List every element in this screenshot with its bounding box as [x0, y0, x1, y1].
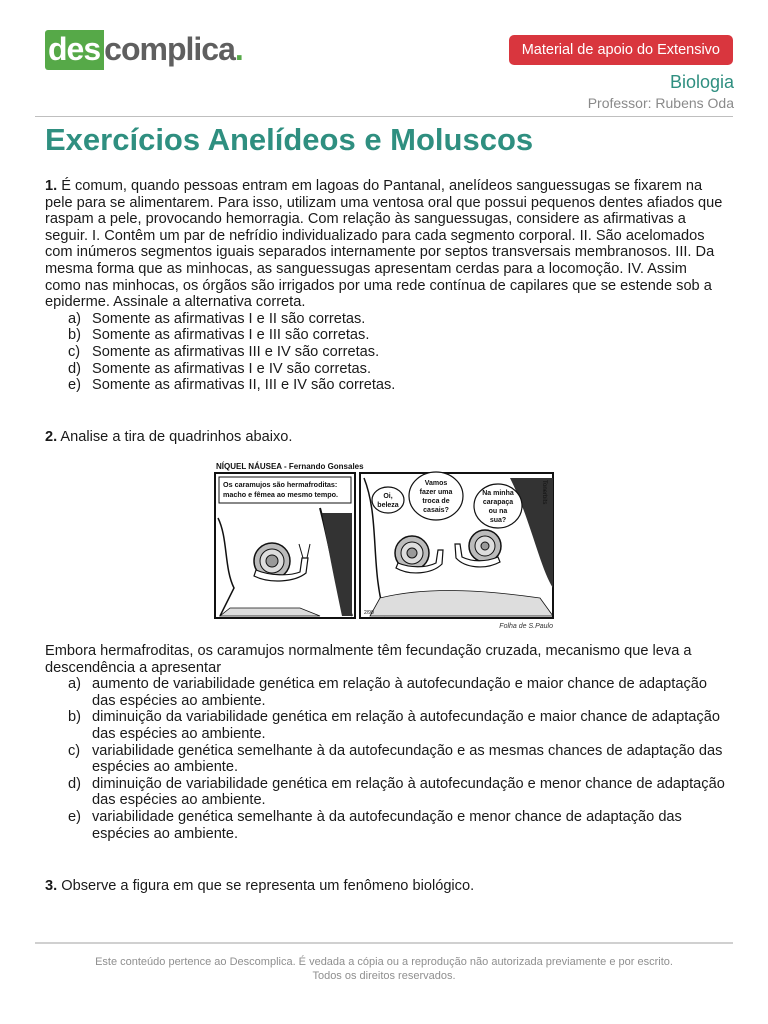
comic-caption-line-2: macho e fêmea ao mesmo tempo. — [223, 490, 339, 499]
option-b[interactable] — [68, 709, 725, 742]
question-2-options — [68, 676, 725, 842]
option-text: Somente as afirmativas II, III e IV são corretas. — [92, 377, 396, 394]
speech-bubble-vamos-line-1: Vamos — [424, 480, 448, 487]
footer — [0, 955, 768, 983]
question-3 — [45, 878, 725, 895]
speech-bubble-na-line-1: Na minha — [482, 490, 514, 497]
question-2-text — [45, 429, 725, 446]
option-text: aumento de variabilidade genética em relação à autofecundação e maior chance de adaptação das espécies ao ambiente. — [92, 676, 707, 709]
question-number: 1. — [45, 178, 58, 194]
page-title: Exercícios Anelídeos e Moluscos — [45, 122, 534, 157]
option-letter: b) — [68, 327, 81, 344]
speech-bubble-oi-line-2: beleza — [377, 502, 399, 509]
speech-bubble-oi-line-1: Oi, — [383, 493, 393, 500]
question-statement: É comum, quando pessoas entram em lagoas do Pantanal, anelídeos sanguessugas se fixarem na pele para se alimentarem. Para isso, utilizam uma ventosa oral que possui pequenos dentes afiados que raspam a pele, provocando hemorragia. Com relação às sanguessugas, considere as afirmativas a seguir. I. Contêm um par de nefrídio individualizado para cada segmento corporal. II. São acelomados com inúmeros segmentos iguais separados internamente por septos transversais membranosos. III. Da mesma forma que as minhocas, as sanguessugas apresentam cerdas para a locomoção. IV. Assim como nas minhocas, os órgãos são irrigados por uma rede contínua de capilares que se estende sob a epiderme. Assinale a alternativa correta. — [45, 178, 723, 311]
option-c[interactable] — [68, 344, 725, 361]
footer-copyright-line-1: Este conteúdo pertence ao Descomplica. É vedada a cópia ou a reprodução não autorizada previamente e por escrito. — [95, 956, 673, 968]
option-a[interactable] — [68, 676, 725, 709]
option-e[interactable] — [68, 377, 725, 394]
option-letter: a) — [68, 310, 81, 327]
logo-complica: complica — [104, 31, 235, 67]
question-3-text — [45, 878, 725, 895]
comic-strip-title: NÍQUEL NÁUSEA - Fernando Gonsales — [216, 462, 364, 471]
option-letter: c) — [68, 343, 81, 360]
speech-bubble-vamos-line-4: casais? — [423, 507, 449, 514]
option-letter: d) — [68, 360, 81, 377]
option-d[interactable] — [68, 361, 725, 378]
option-text: Somente as afirmativas I e IV são corretas. — [92, 360, 372, 377]
question-number: 2. — [45, 429, 58, 445]
option-b[interactable] — [68, 327, 725, 344]
speech-bubble-vamos-line-3: troca de — [422, 498, 450, 505]
question-statement: Analise a tira de quadrinhos abaixo. — [57, 429, 293, 445]
option-text: variabilidade genética semelhante à da autofecundação e menor chance de adaptação das espécies ao ambiente. — [92, 808, 682, 842]
speech-bubble-oi — [372, 487, 404, 513]
question-1-text — [45, 178, 725, 311]
descomplica-logo[interactable] — [45, 26, 243, 74]
option-text: Somente as afirmativas I e II são corretas. — [92, 310, 366, 327]
logo-des: des — [45, 30, 104, 70]
comic-code: 2/90 — [364, 610, 374, 616]
question-2 — [45, 429, 725, 446]
option-a[interactable] — [68, 311, 725, 328]
comic-side-credit: Tonerbits — [541, 480, 547, 505]
speech-bubble-na-line-3: ou na — [488, 508, 508, 515]
option-text: diminuição de variabilidade genética em relação à autofecundação e menor chance de adaptação das espécies ao ambiente. — [92, 775, 725, 809]
footer-divider — [35, 942, 733, 944]
header-divider — [35, 116, 733, 117]
extensivo-badge: Material de apoio do Extensivo — [509, 35, 733, 65]
option-d[interactable] — [68, 776, 725, 809]
question-1 — [45, 178, 725, 394]
option-letter: a) — [68, 676, 81, 693]
question-2-continued — [45, 643, 725, 842]
option-letter: c) — [68, 742, 81, 759]
speech-bubble-na-line-4: sua? — [489, 517, 507, 524]
option-letter: d) — [68, 775, 81, 792]
question-number: 3. — [45, 878, 58, 894]
option-text: Somente as afirmativas III e IV são corretas. — [92, 343, 380, 360]
speech-bubble-na-line-2: carapaça — [482, 499, 514, 506]
option-letter: e) — [68, 808, 81, 825]
option-letter: b) — [68, 709, 81, 726]
option-text: diminuição da variabilidade genética em relação à autofecundação e maior chance de adaptação das espécies ao ambiente. — [92, 709, 720, 742]
option-e[interactable] — [68, 809, 725, 842]
comic-source: Folha de S.Paulo — [499, 623, 553, 630]
question-statement: Observe a figura em que se representa um fenômeno biológico. — [57, 878, 475, 894]
footer-copyright-line-2: Todos os direitos reservados. — [312, 970, 456, 982]
comic-caption-line-1: Os caramujos são hermafroditas: — [223, 480, 338, 489]
option-text: variabilidade genética semelhante à da autofecundação e as mesmas chances de adaptação das espécies ao ambiente. — [92, 742, 723, 776]
question-1-options — [68, 311, 725, 394]
option-text: Somente as afirmativas I e III são corretas. — [92, 327, 370, 344]
option-c[interactable] — [68, 743, 725, 776]
speech-bubble-vamos-line-2: fazer uma — [419, 489, 453, 496]
subject-label: Biologia — [669, 72, 734, 92]
question-2-text-2: Embora hermafroditas, os caramujos normalmente têm fecundação cruzada, mecanismo que leva a descendência a apresentar — [45, 643, 692, 676]
comic-strip — [210, 458, 558, 630]
option-letter: e) — [68, 377, 81, 394]
professor-label: Professor: Rubens Oda — [587, 95, 734, 111]
logo-dot: . — [234, 31, 243, 67]
